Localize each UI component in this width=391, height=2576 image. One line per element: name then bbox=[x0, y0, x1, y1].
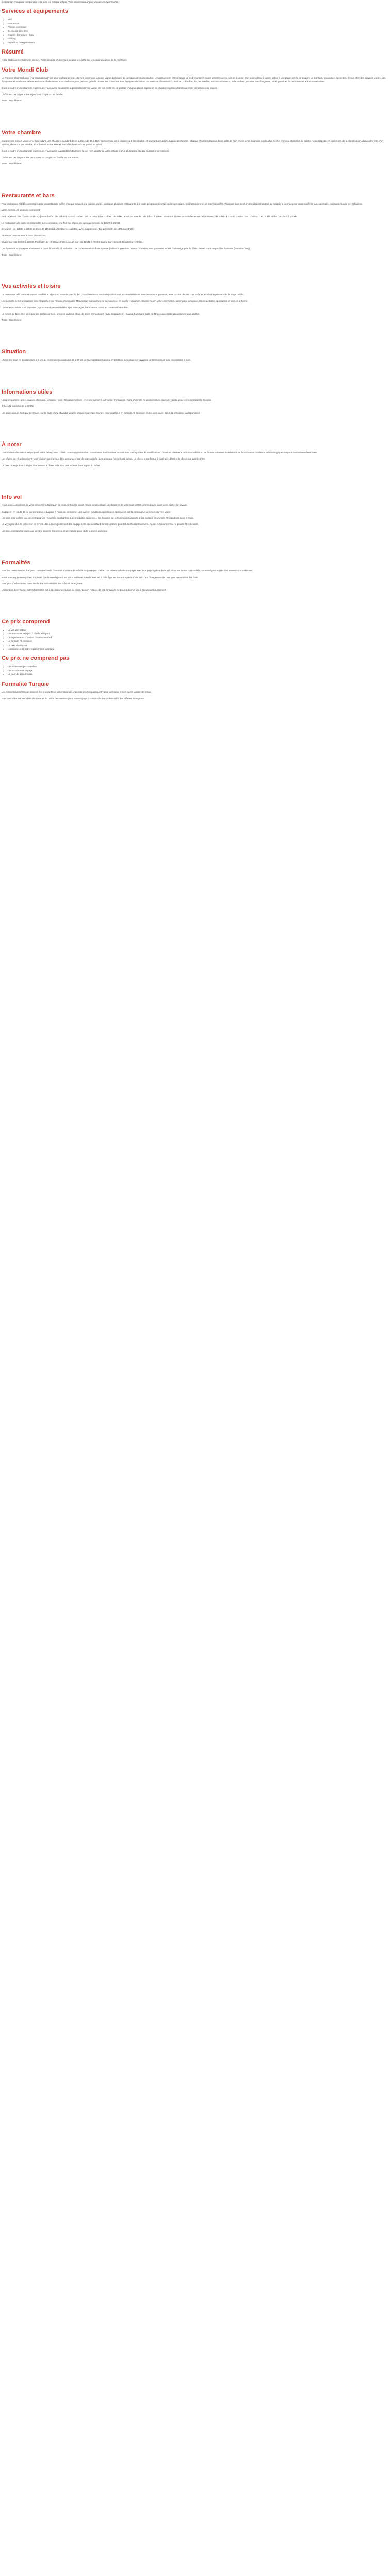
resume-text: Notre établissement de bord de mer, l'hôtel dispose d'une vue à couper le souffle sur les eaux turquoise de la mer Égée. bbox=[2, 59, 128, 62]
paragraph: Les vols sont opérés par des compagnies régulières ou charters. La compagnie aérienne et les horaires de vol sont communiqués à titre indicatif et peuvent être modifiés sans préavis. bbox=[2, 517, 194, 520]
paragraph: L'obtention des visas et autres formalités est à la charge exclusive du client. Le non-respect de ces formalités ne pourra donner lieu à aucun remboursement. bbox=[2, 588, 167, 591]
section-title-mondi-club: Votre Mondi Club bbox=[2, 66, 48, 73]
section-title-a-noter: À noter bbox=[2, 442, 22, 448]
list-item: • Le logement en chambre double standard bbox=[8, 636, 389, 639]
paragraph: Pour les ressortissants français : carte nationale d'identité en cours de validité ou passeport valide. Les mineurs doivent voyager avec leur propre pièce d'identité. Pour les autres nationalités, se renseigner auprès des autorités compétentes. bbox=[2, 569, 253, 572]
paragraph: L'hôtel est situé en bord de mer, à 5 km du centre de Koutouloufari et à 27 km de l'aéroport international d'Héraklion. Les plages et tavernes de Hersonissos sont accessibles à pied. bbox=[2, 359, 191, 362]
paragraph: Déjeuner : de 12h30 à 14h30 et dîner de 19h00 à 21h30 (service à table, avec supplément). Bar principal : de 10h00 à 23h00. bbox=[2, 228, 134, 231]
section-title-resume: Résumé bbox=[2, 49, 24, 56]
paragraph: La taxe de séjour est à régler directement à l'hôtel, elle n'est pas incluse dans le prix du forfait. bbox=[2, 464, 101, 467]
paragraph: Le centre de bien-être, géré par des professionnels, propose un large choix de soins et massages (avec supplément) : sauna, hammam, salle de fitness accessible gratuitement aux adultes. bbox=[2, 312, 200, 315]
paragraph: Un transfert aller-retour est proposé entre l'aéroport et l'hôtel. Durée approximative : 45 minutes. Les horaires de vols sont susceptibles de modification. L'hôtel se réserve le droit de modifier ou de fermer certaines installations en fonction des conditions météorologiques ou pour des raisons d'entretien. bbox=[2, 451, 317, 454]
list-item: • La taxe d'aéroport bbox=[8, 643, 389, 647]
section-title-prix-ne-comprend-pas: Ce prix ne comprend pas bbox=[2, 655, 70, 662]
services-list bbox=[2, 18, 389, 44]
paragraph: Durant votre séjour, vous serez logés dans une chambre standard d'une surface de 22 à 26m² comprenant un lit double ou 2 lits simples, et pouvant accueillir jusqu'à 3 personnes. Chaque chambre dispose d'une salle de bain privée avec baignoire ou douche, sèche-cheveux et articles de toilette. Vous disposerez également de la climatisation, d'un coffre-fort, d'un minibar, d'une TV par satellite, d'un balcon ou terrasse et d'un téléphone. Accès gratuit au Wi-Fi. bbox=[2, 139, 383, 146]
prix-comprend-list bbox=[2, 628, 389, 651]
text-credit: Texte : supplément bbox=[2, 99, 22, 103]
text-credit: Texte : supplément bbox=[2, 162, 22, 165]
list-item: • Wifi bbox=[8, 18, 389, 21]
paragraph: Les boissons et les repas sont compris dans la formule All Inclusive. Les consommations hors formule (boissons premium, vins en bouteille) sont payantes. Dress code exigé pour le dîner : tenue correcte pour les hommes (pantalon long). bbox=[2, 247, 251, 250]
section-title-restaurants: Restaurants et bars bbox=[2, 192, 55, 199]
section-title-prix-comprend: Ce prix comprend bbox=[2, 618, 50, 625]
list-item: • Parking bbox=[8, 37, 389, 40]
paragraph: Les ressortissants français doivent être munis d'une carte nationale d'identité ou d'un passeport valide au moins 6 mois après la date de retour. bbox=[2, 690, 152, 693]
paragraph: Certaines activités sont payantes : sports nautiques motorisés, spa, massages, hammam et soins au centre de bien-être. bbox=[2, 306, 128, 309]
list-item: • Restaurant bbox=[8, 22, 389, 25]
list-item: • L'assistance de notre représentant sur place bbox=[8, 647, 389, 651]
paragraph: Les règles de l'établissement : une caution pourra vous être demandée lors de votre arrivée. Les animaux ne sont pas admis. Le check-in s'effectue à partir de 14h00 et le check-out avant 12h00. bbox=[2, 457, 206, 461]
paragraph: Les documents nécessaires au voyage doivent être en cours de validité pour toute la durée du séjour. bbox=[2, 529, 108, 532]
paragraph: Office du tourisme de la Grèce. bbox=[2, 405, 35, 408]
paragraph: Dans le cadre d'une chambre supérieure, vous aurez la possibilité d'admirer la vue mer à partir de votre balcon et d'un plus grand espace (jusqu'à 4 personnes). bbox=[2, 149, 170, 152]
text-credit: Texte : supplément bbox=[2, 253, 22, 256]
list-item: • Centre de bien-être bbox=[8, 29, 389, 33]
list-item: • Les dépenses personnelles bbox=[8, 665, 389, 668]
section-title-activites: Vos activités et loisirs bbox=[2, 283, 61, 290]
list-item: • Piscine extérieure bbox=[8, 25, 389, 29]
paragraph: Le Premier Club Exclusive (Au International)* est situé en bord de mer, dans la commune cubaine la plus balnéaire de la station de Koutouloufari. L'établissement est composé de 313 chambres toutes décorées avec soin et dispose d'un accès direct à la mer grâce à une plage privée aménagée de transats, parasols et serviettes. Il vous offre des services variés, des équipements modernes et une ambiance chaleureuse et accueillante pour petits et grands. Toutes les chambres sont équipées de balcon ou terrasse, climatisation, minibar, coffre-fort, TV par satellite, séchoir à cheveux, salle de bain privative avec baignoire, Wi-Fi gratuit et de nombreuses autres commodités. bbox=[2, 76, 386, 83]
text-credit: Texte : supplément bbox=[2, 319, 22, 321]
paragraph: Petit déjeuner : de 7h00 à 10h00. Déjeuner buffet : de 12h30 à 14h30. Goûter : de 15h30 à 17h00. Dîner : de 19h00 à 21h30. Snacks : de 11h00 à 17h00. Boissons locales alcoolisées et non alcoolisées : de 10h00 à 23h00. Glaces : de 11h00 à 17h00. Café et thé : de 7h00 à 23h00. bbox=[2, 215, 298, 218]
paragraph: Pour plus d'information, consulter le site du ministère des Affaires étrangères. bbox=[2, 582, 83, 585]
list-item: • La taxe de séjour locale bbox=[8, 672, 389, 676]
paragraph: Dans le cadre d'une chambre supérieure, vous aurez également la possibilité de voir la mer de vos fenêtres, de profiter d'un plus grand espace et de plusieurs options d'aménagement en terrasse ou balcon. bbox=[2, 87, 218, 90]
paragraph: Pour connaître les formalités de santé et de police nécessaires pour votre voyage, consultez le site du Ministère des Affaires étrangères. bbox=[2, 697, 145, 700]
paragraph: Nous vous conseillons de vous présenter à l'aéroport au moins 2 heures avant l'heure de décollage. Les horaires de vols vous seront communiqués dans votre carnet de voyage. bbox=[2, 504, 188, 507]
paragraph: Snack-Bar : de 10h30 à 18h00. Pool bar : de 10h00 à 18h00. Lounge Bar : de 18h00 à 00h00. Lobby Bar : 24h/24. Beach Bar : 24h/24. bbox=[2, 241, 143, 244]
paragraph: Les prix indiqués sont par personne, sur la base d'une chambre double occupée par 2 personnes, pour un séjour en formule All Inclusive. Ils peuvent varier selon la période et la disponibilité. bbox=[2, 411, 201, 414]
list-item: • Le vol aller-retour bbox=[8, 628, 389, 632]
section-title-services: Services et équipements bbox=[2, 8, 69, 15]
section-title-informations: Informations utiles bbox=[2, 388, 53, 395]
prix-ne-comprend-pas-list bbox=[2, 665, 389, 676]
section-title-situation: Situation bbox=[2, 349, 26, 355]
paragraph: Plusieurs bars servent à votre disposition : bbox=[2, 234, 46, 237]
list-item: • Les transferts aéroport / hôtel / aéroport bbox=[8, 632, 389, 635]
list-item: • Ouvert - fermeture - Spa bbox=[8, 33, 389, 37]
list-item: • Les assurances voyage bbox=[8, 669, 389, 672]
paragraph: Le restaurant à la carte est ouvert pendant le séjour en formule Mondi Club ; l'établissement met à disposition une piscine extérieure avec transats et parasols, ainsi qu'une piscine pour enfants. Profitez également de la plage privée. bbox=[2, 293, 245, 296]
section-title-formalite-turquie: Formalité Turquie bbox=[2, 681, 50, 687]
section-title-formalites: Formalités bbox=[2, 560, 30, 566]
paragraph: Bagages : en soute 20 kg par personne. 1 bagage à main par personne. Les tarifs et conditions spécifiques appliquées par la compagnie aérienne peuvent varier. bbox=[2, 510, 171, 513]
paragraph: L'hôtel est parfait pour des séjours en couple ou en famille. bbox=[2, 93, 63, 96]
paragraph: Nous vous rappelons qu'il est impératif que le nom figurant sur votre réservation soit identique à celui figurant sur votre pièce d'identité. Tout changement de nom pourra entraîner des frais. bbox=[2, 575, 199, 579]
paragraph: Le restaurant à la carte est disponible sur réservation, une fois par séjour, du lundi au samedi, de 19h00 à 21h30. bbox=[2, 221, 121, 224]
list-item: • La formule All Inclusive bbox=[8, 639, 389, 643]
section-title-info-vol: Info vol bbox=[2, 494, 22, 501]
paragraph: Les activités et les animations sont proposées par l'équipe d'animation Mondi Club tout au long de la journée et en soirée : aquagym, fitness, beach-volley, fléchettes, water-polo, pétanque, tennis de table, spectacles et soirées à thème. bbox=[2, 299, 248, 302]
paragraph: Pour vos repas, l'établissement propose un restaurant buffet principal servant une cuisine variée, ainsi que plusieurs restaurants à la carte proposant des spécialités grecques, méditerranéennes et internationales. Plusieurs bars sont à votre disposition tout au long de la journée pour vous rafraîchir avec cocktails, boissons chaudes et collations. bbox=[2, 202, 363, 205]
paragraph: L'hôtel est parfait pour des personnes en couple, en famille ou entre amis. bbox=[2, 156, 79, 159]
paragraph: Votre formule All Inclusive comprend : bbox=[2, 209, 41, 212]
intro-text: Description d'un point comparateur. Ce avis est comparatif par l'Avis Inspection Langue Voyageurs Avis Clients bbox=[2, 1, 118, 3]
paragraph: Langues parlées : grec, anglais, allemand. Monnaie : euro. Décalage horaire : +1h par rapport à la France. Formalités : carte d'identité ou passeport en cours de validité pour les ressortissants français. bbox=[2, 398, 212, 401]
paragraph: Le voyageur doit se présenter en temps utile à l'enregistrement des bagages. En cas de retard, le transporteur peut refuser l'embarquement. Aucun remboursement ne pourra être réclamé. bbox=[2, 523, 199, 526]
list-item: • Accueil et enregistrement bbox=[8, 41, 389, 44]
section-title-chambre: Votre chambre bbox=[2, 129, 41, 136]
